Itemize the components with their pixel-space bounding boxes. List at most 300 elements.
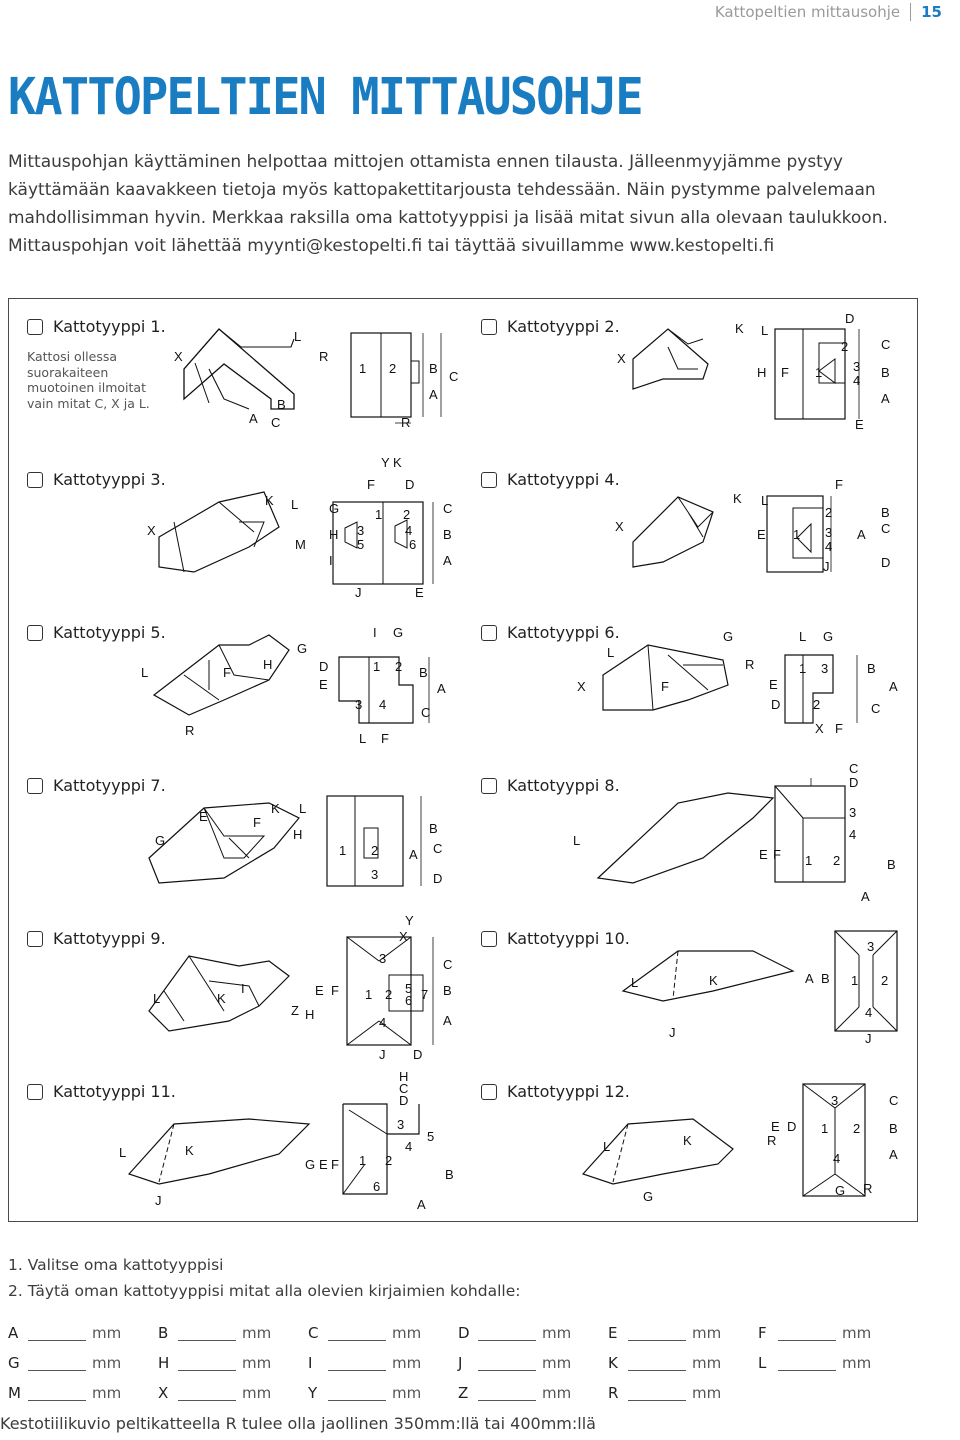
measurement-letter: A	[8, 1324, 19, 1342]
dimension-letter: 1	[375, 507, 383, 522]
dimension-letter: 2	[825, 505, 833, 520]
roof-type-header	[27, 623, 166, 642]
dimension-letter: 2	[881, 973, 889, 988]
dimension-letter: A	[249, 411, 258, 426]
measurement-field-z	[458, 1384, 608, 1402]
dimension-letter: E	[757, 527, 766, 542]
dimension-letter: 1	[365, 987, 373, 1002]
measurement-row	[8, 1348, 928, 1378]
measurement-letter: Z	[458, 1384, 469, 1402]
dimension-letter: K	[683, 1133, 692, 1148]
measurement-field-x	[158, 1384, 308, 1402]
dimension-letter: X	[617, 351, 626, 366]
dimension-letter: 2	[841, 339, 849, 354]
dimension-letter: 3	[853, 359, 861, 374]
measurement-field-c	[308, 1324, 458, 1342]
measurement-unit: mm	[692, 1354, 722, 1372]
dimension-letter: G	[643, 1189, 654, 1204]
measurement-field-y	[308, 1384, 458, 1402]
dimension-letter: B	[887, 857, 896, 872]
dimension-letter: F	[381, 731, 389, 746]
dimension-letter: 4	[833, 1151, 841, 1166]
dimension-letter: E	[199, 809, 208, 824]
dimension-letter: 3	[379, 951, 387, 966]
roof-type-header	[481, 1082, 630, 1101]
dimension-letter: H	[263, 657, 273, 672]
dimension-letter: A	[881, 391, 890, 406]
dimension-letter: 4	[865, 1005, 873, 1020]
dimension-letter: K	[733, 491, 742, 506]
dimension-letter: H	[305, 1007, 315, 1022]
dimension-letter: 3	[397, 1117, 405, 1132]
measurement-input-line[interactable]	[778, 1356, 836, 1371]
measurement-unit: mm	[692, 1384, 722, 1402]
dimension-letter: 4	[405, 1139, 413, 1154]
measurement-unit: mm	[392, 1384, 422, 1402]
dimension-letter: K	[393, 455, 402, 470]
dimension-letter: 1	[815, 365, 823, 380]
dimension-letter: L	[359, 731, 367, 746]
dimension-letter: 5	[357, 537, 365, 552]
roof-type-label: Kattotyyppi 12.	[507, 1082, 630, 1101]
roof-type-3	[9, 452, 463, 605]
dimension-letter: J	[669, 1025, 676, 1040]
measurement-input-line[interactable]	[178, 1386, 236, 1401]
roof-type-header	[481, 623, 620, 642]
dimension-letter: 3	[867, 939, 875, 954]
dimension-letter: R	[745, 657, 755, 672]
dimension-letter: I	[373, 625, 377, 640]
roof-type-12	[463, 1064, 917, 1217]
measurement-field-j	[458, 1354, 608, 1372]
dimension-letter: R	[401, 415, 411, 430]
dimension-letter: 3	[821, 661, 829, 676]
dimension-letter: A	[889, 679, 898, 694]
roof-type-header	[27, 1082, 176, 1101]
dimension-letter: F	[835, 477, 843, 492]
dimension-letter: C	[443, 501, 453, 516]
measurement-row	[8, 1318, 928, 1348]
dimension-letter: E	[855, 417, 864, 432]
roof-type-7	[9, 758, 463, 911]
dimension-letter: C	[881, 521, 891, 536]
dimension-letter: F	[773, 847, 781, 862]
dimension-letter: E	[759, 847, 768, 862]
dimension-letter: G	[297, 641, 308, 656]
dimension-letter: D	[849, 775, 859, 790]
dimension-letter: E	[769, 677, 778, 692]
roof-type-label: Kattotyyppi 3.	[53, 470, 166, 489]
measurement-field-m	[8, 1384, 158, 1402]
dimension-letter: 4	[853, 373, 861, 388]
dimension-letter: D	[319, 659, 329, 674]
roof-type-1	[9, 299, 463, 452]
dimension-letter: E	[319, 677, 328, 692]
roof-type-note: Kattosi ollessa suorakaiteen muotoinen ilmoitat vain mitat C, X ja L.	[27, 349, 150, 411]
measurement-letter: L	[758, 1354, 767, 1372]
header-divider	[910, 3, 911, 21]
roof-diagram-lines	[184, 329, 441, 423]
dimension-letter: I	[329, 553, 333, 568]
intro-line: Mittauspohjan voit lähettää myynti@kestopelti.fi tai täyttää sivuillamme www.kestopelti.fi	[8, 236, 775, 256]
measurement-input-line[interactable]	[178, 1356, 236, 1371]
roof-type-label: Kattotyyppi 4.	[507, 470, 620, 489]
dimension-letter: F	[331, 1157, 339, 1172]
measurement-letter: B	[158, 1324, 169, 1342]
step-2: 2. Täytä oman kattotyyppisi mitat alla olevien kirjaimien kohdalle:	[8, 1282, 521, 1300]
roof-type-6	[463, 605, 917, 758]
dimension-letter: I	[241, 981, 245, 996]
dimension-letter: E	[771, 1119, 780, 1134]
dimension-letter: K	[735, 321, 744, 336]
measurement-input-line[interactable]	[328, 1326, 386, 1341]
dimension-letter: K	[185, 1143, 194, 1158]
dimension-letter: G	[329, 501, 340, 516]
roof-type-label: Kattotyyppi 6.	[507, 623, 620, 642]
roof-type-2	[463, 299, 917, 452]
dimension-letter: 1	[793, 527, 801, 542]
dimension-letter: R	[319, 349, 329, 364]
roof-type-header	[481, 776, 620, 795]
roof-type-checkbox[interactable]	[481, 319, 497, 335]
measurement-unit: mm	[392, 1324, 422, 1342]
dimension-letter: 2	[813, 697, 821, 712]
roof-type-checkbox[interactable]	[27, 931, 43, 947]
measurement-unit: mm	[92, 1324, 122, 1342]
roof-type-header	[481, 317, 620, 336]
measurement-unit: mm	[392, 1354, 422, 1372]
dimension-letter: X	[577, 679, 586, 694]
dimension-letter: A	[443, 553, 452, 568]
measurement-unit: mm	[542, 1384, 572, 1402]
dimension-letter: F	[223, 665, 231, 680]
measurement-input-line[interactable]	[328, 1356, 386, 1371]
measurement-letter: R	[608, 1384, 619, 1402]
dimension-letter: L	[119, 1145, 127, 1160]
dimension-letter: 1	[799, 661, 807, 676]
measurement-unit: mm	[842, 1324, 872, 1342]
dimension-letter: A	[889, 1147, 898, 1162]
dimension-letter: X	[615, 519, 624, 534]
dimension-letter: 5	[405, 981, 413, 996]
dimension-letter: F	[781, 365, 789, 380]
dimension-letter: 6	[373, 1179, 381, 1194]
measurement-input-line[interactable]	[28, 1386, 86, 1401]
measurement-letter: K	[608, 1354, 618, 1372]
dimension-letter: R	[767, 1133, 777, 1148]
step-1: 1. Valitse oma kattotyyppisi	[8, 1256, 224, 1274]
dimension-letter: Z	[291, 1003, 299, 1018]
dimension-letter: K	[217, 991, 226, 1006]
measurement-letter: I	[308, 1354, 313, 1372]
dimension-letter: C	[271, 415, 281, 430]
roof-type-label: Kattotyyppi 8.	[507, 776, 620, 795]
roof-type-8	[463, 758, 917, 911]
dimension-letter: E	[319, 1157, 328, 1172]
measurement-input-line[interactable]	[628, 1386, 686, 1401]
measurement-unit: mm	[692, 1324, 722, 1342]
dimension-letter: 3	[371, 867, 379, 882]
dimension-letter: C	[881, 337, 891, 352]
roof-type-checkbox[interactable]	[481, 931, 497, 947]
roof-type-label: Kattotyyppi 5.	[53, 623, 166, 642]
dimension-letter: G	[835, 1183, 846, 1198]
dimension-letter: L	[761, 493, 769, 508]
measurement-letter: G	[8, 1354, 20, 1372]
dimension-letter: H	[329, 527, 339, 542]
dimension-letter: C	[889, 1093, 899, 1108]
dimension-letter: A	[857, 527, 866, 542]
intro-line: Mittauspohjan käyttäminen helpottaa mittojen ottamista ennen tilausta. Jälleenmyyjämme pystyy	[8, 152, 843, 172]
roof-type-header	[27, 317, 166, 336]
roof-type-5	[9, 605, 463, 758]
dimension-letter: C	[449, 369, 459, 384]
roof-type-checkbox[interactable]	[27, 625, 43, 641]
measurement-letter: C	[308, 1324, 319, 1342]
dimension-letter: 1	[805, 853, 813, 868]
dimension-letter: 7	[421, 987, 429, 1002]
dimension-letter: R	[863, 1181, 873, 1196]
dimension-letter: 1	[851, 973, 859, 988]
dimension-letter: M	[295, 537, 306, 552]
dimension-letter: 3	[831, 1093, 839, 1108]
dimension-letter: 1	[359, 1153, 367, 1168]
roof-type-label: Kattotyyppi 11.	[53, 1082, 176, 1101]
measurement-field-e	[608, 1324, 758, 1342]
page-title: KATTOPELTIEN MITTAUSOHJE	[8, 68, 642, 127]
roof-type-header	[27, 776, 166, 795]
dimension-letter: D	[405, 477, 415, 492]
dimension-letter: J	[379, 1047, 386, 1062]
measurement-input-line[interactable]	[28, 1326, 86, 1341]
measurement-input-line[interactable]	[478, 1356, 536, 1371]
dimension-letter: L	[299, 801, 307, 816]
dimension-letter: B	[881, 505, 890, 520]
measurement-input-line[interactable]	[478, 1386, 536, 1401]
footnote: Kestotiilikuvio peltikatteella R tulee olla jaollinen 350mm:llä tai 400mm:llä	[0, 1414, 596, 1433]
measurement-letter: X	[158, 1384, 169, 1402]
dimension-letter: K	[265, 493, 274, 508]
dimension-letter: 4	[405, 523, 413, 538]
measurement-row	[8, 1378, 928, 1408]
measurement-field-i	[308, 1354, 458, 1372]
page-header	[715, 0, 942, 24]
measurement-grid	[8, 1318, 928, 1408]
measurement-input-line[interactable]	[628, 1356, 686, 1371]
roof-type-header	[481, 470, 620, 489]
roof-diagram-lines	[154, 635, 429, 723]
measurement-unit: mm	[842, 1354, 872, 1372]
dimension-letter: J	[865, 1031, 872, 1046]
measurement-input-line[interactable]	[628, 1326, 686, 1341]
dimension-letter: L	[291, 497, 299, 512]
roof-types-panel	[8, 298, 918, 1222]
roof-type-4	[463, 452, 917, 605]
roof-type-checkbox[interactable]	[481, 778, 497, 794]
dimension-letter: C	[871, 701, 881, 716]
dimension-letter: A	[417, 1197, 426, 1212]
roof-type-label: Kattotyyppi 2.	[507, 317, 620, 336]
dimension-letter: L	[153, 991, 161, 1006]
dimension-letter: X	[399, 929, 408, 944]
dimension-letter: 3	[825, 525, 833, 540]
dimension-letter: A	[805, 971, 814, 986]
measurement-letter: E	[608, 1324, 618, 1342]
dimension-letter: 2	[403, 507, 411, 522]
dimension-letter: L	[294, 329, 302, 344]
roof-type-header	[27, 929, 166, 948]
dimension-letter: E	[415, 585, 424, 600]
measurement-input-line[interactable]	[328, 1386, 386, 1401]
measurement-field-h	[158, 1354, 308, 1372]
roof-type-label: Kattotyyppi 10.	[507, 929, 630, 948]
dimension-letter: 3	[849, 805, 857, 820]
roof-type-9	[9, 911, 463, 1064]
roof-diagram-lines	[633, 329, 859, 419]
roof-diagram-lines	[149, 796, 421, 886]
measurement-input-line[interactable]	[28, 1356, 86, 1371]
dimension-letter: L	[603, 1139, 611, 1154]
dimension-letter: G	[723, 629, 734, 644]
dimension-letter: 6	[405, 993, 413, 1008]
dimension-letter: A	[443, 1013, 452, 1028]
dimension-letter: K	[709, 973, 718, 988]
roof-type-11	[9, 1064, 463, 1217]
dimension-letter: H	[293, 827, 303, 842]
dimension-letter: 6	[409, 537, 417, 552]
measurement-field-f	[758, 1324, 908, 1342]
section-name: Kattopeltien mittausohje	[714, 3, 901, 21]
dimension-letter: R	[185, 723, 195, 738]
dimension-letter: L	[799, 629, 807, 644]
dimension-letter: D	[399, 1093, 409, 1108]
dimension-letter: A	[429, 387, 438, 402]
measurement-input-line[interactable]	[778, 1326, 836, 1341]
dimension-letter: F	[367, 477, 375, 492]
measurement-field-d	[458, 1324, 608, 1342]
dimension-letter: Y	[381, 455, 390, 470]
dimension-letter: 2	[385, 1153, 393, 1168]
measurement-field-l	[758, 1354, 908, 1372]
dimension-letter: 2	[853, 1121, 861, 1136]
dimension-letter: B	[445, 1167, 454, 1182]
intro-line: mahdollisimman hyvin. Merkkaa raksilla oma kattotyyppisi ja lisää mitat sivun alla olevaan taulukkoon.	[8, 208, 888, 228]
roof-type-checkbox[interactable]	[27, 778, 43, 794]
dimension-letter: A	[437, 681, 446, 696]
roof-type-checkbox[interactable]	[27, 472, 43, 488]
measurement-unit: mm	[242, 1324, 272, 1342]
dimension-letter: L	[631, 975, 639, 990]
measurement-letter: M	[8, 1384, 21, 1402]
measurement-letter: H	[158, 1354, 170, 1372]
roof-type-checkbox[interactable]	[481, 472, 497, 488]
roof-type-10	[463, 911, 917, 1064]
dimension-letter: 4	[379, 697, 387, 712]
measurement-input-line[interactable]	[478, 1326, 536, 1341]
measurement-unit: mm	[92, 1384, 122, 1402]
dimension-letter: X	[147, 523, 156, 538]
roof-type-label: Kattotyyppi 1.	[53, 317, 166, 336]
roof-type-checkbox[interactable]	[481, 1084, 497, 1100]
dimension-letter: 2	[389, 361, 397, 376]
dimension-letter: K	[271, 801, 280, 816]
dimension-letter: 2	[833, 853, 841, 868]
roof-type-checkbox[interactable]	[27, 1084, 43, 1100]
dimension-letter: 2	[385, 987, 393, 1002]
dimension-letter: F	[661, 679, 669, 694]
measurement-letter: D	[458, 1324, 470, 1342]
dimension-letter: B	[277, 397, 286, 412]
intro-text	[8, 148, 948, 260]
dimension-letter: L	[761, 323, 769, 338]
dimension-letter: 1	[339, 843, 347, 858]
dimension-letter: B	[429, 361, 438, 376]
roof-type-label: Kattotyyppi 7.	[53, 776, 166, 795]
dimension-letter: L	[141, 665, 149, 680]
dimension-letter: X	[815, 721, 824, 736]
dimension-letter: F	[331, 983, 339, 998]
dimension-letter: 1	[821, 1121, 829, 1136]
measurement-field-k	[608, 1354, 758, 1372]
measurement-unit: mm	[242, 1384, 272, 1402]
dimension-letter: X	[174, 349, 183, 364]
dimension-letter: B	[889, 1121, 898, 1136]
dimension-letter: C	[849, 761, 859, 776]
dimension-letter: G	[823, 629, 834, 644]
dimension-letter: 2	[395, 659, 403, 674]
dimension-letter: D	[433, 871, 443, 886]
dimension-letter: G	[305, 1157, 316, 1172]
dimension-letter: A	[861, 889, 870, 904]
dimension-letter: Y	[405, 913, 414, 928]
dimension-letter: 3	[357, 523, 365, 538]
dimension-letter: L	[573, 833, 581, 848]
instructions	[8, 1252, 520, 1304]
roof-type-checkbox[interactable]	[27, 319, 43, 335]
dimension-letter: H	[757, 365, 767, 380]
dimension-letter: B	[419, 665, 428, 680]
dimension-letter: 3	[355, 697, 363, 712]
dimension-letter: G	[155, 833, 166, 848]
measurement-unit: mm	[92, 1354, 122, 1372]
dimension-letter: J	[155, 1193, 162, 1208]
dimension-letter: 4	[849, 827, 857, 842]
measurement-field-r	[608, 1384, 758, 1402]
dimension-letter: 1	[359, 361, 367, 376]
dimension-letter: C	[433, 841, 443, 856]
dimension-letter: F	[253, 815, 261, 830]
dimension-letter: 4	[379, 1015, 387, 1030]
dimension-letter: B	[821, 971, 830, 986]
roof-type-header	[27, 470, 166, 489]
dimension-letter: A	[409, 847, 418, 862]
dimension-letter: B	[881, 365, 890, 380]
dimension-letter: J	[823, 559, 830, 574]
dimension-letter: D	[413, 1047, 423, 1062]
measurement-field-a	[8, 1324, 158, 1342]
roof-type-header	[481, 929, 630, 948]
dimension-letter: H	[399, 1069, 409, 1084]
dimension-letter: 1	[373, 659, 381, 674]
measurement-input-line[interactable]	[178, 1326, 236, 1341]
measurement-unit: mm	[242, 1354, 272, 1372]
measurement-letter: Y	[308, 1384, 318, 1402]
roof-type-checkbox[interactable]	[481, 625, 497, 641]
dimension-letter: F	[835, 721, 843, 736]
measurement-unit: mm	[542, 1354, 572, 1372]
dimension-letter: 2	[371, 843, 379, 858]
measurement-letter: F	[758, 1324, 767, 1342]
